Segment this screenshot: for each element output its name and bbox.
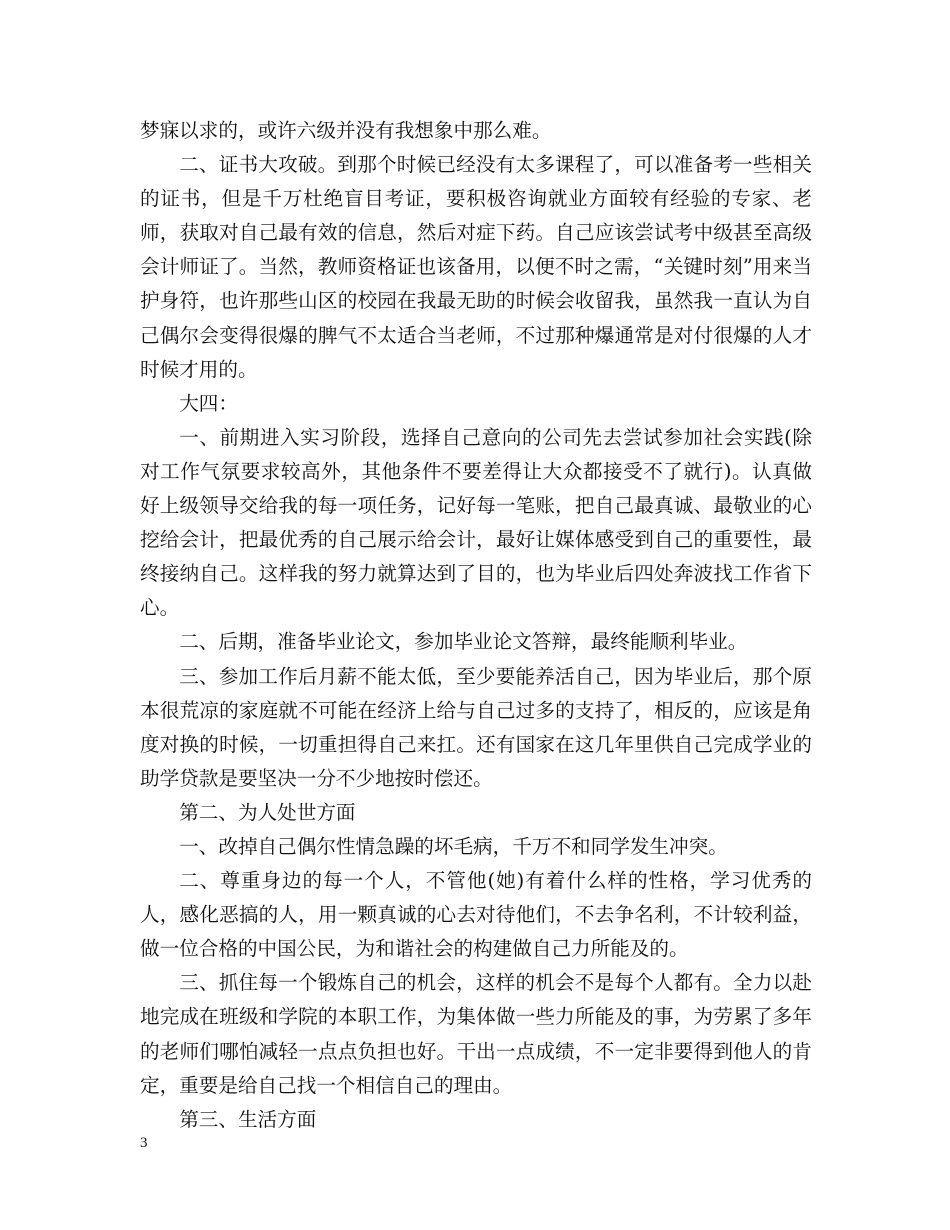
paragraph-certificates: 二、证书大攻破。到那个时候已经没有太多课程了，可以准备考一些相关的证书，但是千万杜绝盲目考证，要积极咨询就业方面较有经验的专家、老师，获取对自己最有效的信息，然后对症下药。自己应该尝试考中级甚至高级会计师证了。当然，教师资格证也该备用，以便不时之需，“关键时刻”用来当护身符，也许那些山区的校园在我最无助的时候会收留我，虽然我一直认为自己偶尔会变得很爆的脾气不太适合当老师，不过那种爆通常是对付很爆的人才时候才用的。 bbox=[140, 153, 812, 381]
page-number: 3 bbox=[140, 1135, 148, 1151]
heading-life: 第三、生活方面 bbox=[179, 1107, 317, 1131]
paragraph-internship: 一、前期进入实习阶段，选择自己意向的公司先去尝试参加社会实践(除对工作气氛要求较高外，其他条件不要差得让大众都接受不了就行)。认真做好上级领导交给我的每一项任务，记好每一笔账，把自己最真诚、最敬业的心挖给会计，把最优秀的自己展示给会计，最好让媒体感受到自己的重要性，最终接纳自己。这样我的努力就算达到了目的，也为毕业后四处奔波找工作省下心。 bbox=[140, 425, 812, 620]
paragraph-thesis: 二、后期，准备毕业论文，参加毕业论文答辩，最终能顺利毕业。 bbox=[179, 630, 748, 654]
paragraph-opportunity: 三、抓住每一个锻炼自己的机会，这样的机会不是每个人都有。全力以赴地完成在班级和学院的本职工作，为集体做一些力所能及的事，为劳累了多年的老师们哪怕减轻一点点负担也好。干出一点成绩，不一定非要得到他人的肯定，重要是给自己找一个相信自己的理由。 bbox=[140, 971, 812, 1097]
body-text bbox=[140, 114, 812, 1137]
heading-interpersonal: 第二、为人处世方面 bbox=[179, 800, 356, 824]
paragraph-continuation: 梦寐以求的，或许六级并没有我想象中那么难。 bbox=[140, 119, 552, 142]
heading-senior-year: 大四： bbox=[179, 391, 238, 415]
paragraph-respect: 二、尊重身边的每一个人，不管他(她)有着什么样的性格，学习优秀的人，感化恶搞的人，用一颗真诚的心去对待他们，不去争名利，不计较利益，做一位合格的中国公民，为和谐社会的构建做自己力所能及的。 bbox=[140, 869, 812, 961]
paragraph-temper: 一、改掉自己偶尔性情急躁的坏毛病，千万不和同学发生冲突。 bbox=[179, 834, 728, 858]
paragraph-salary: 三、参加工作后月薪不能太低，至少要能养活自己，因为毕业后，那个原本很荒凉的家庭就不可能在经济上给与自己过多的支持了，相反的，应该是角度对换的时候，一切重担得自己来扛。还有国家在这几年里供自己完成学业的助学贷款是要坚决一分不少地按时偿还。 bbox=[140, 664, 812, 790]
